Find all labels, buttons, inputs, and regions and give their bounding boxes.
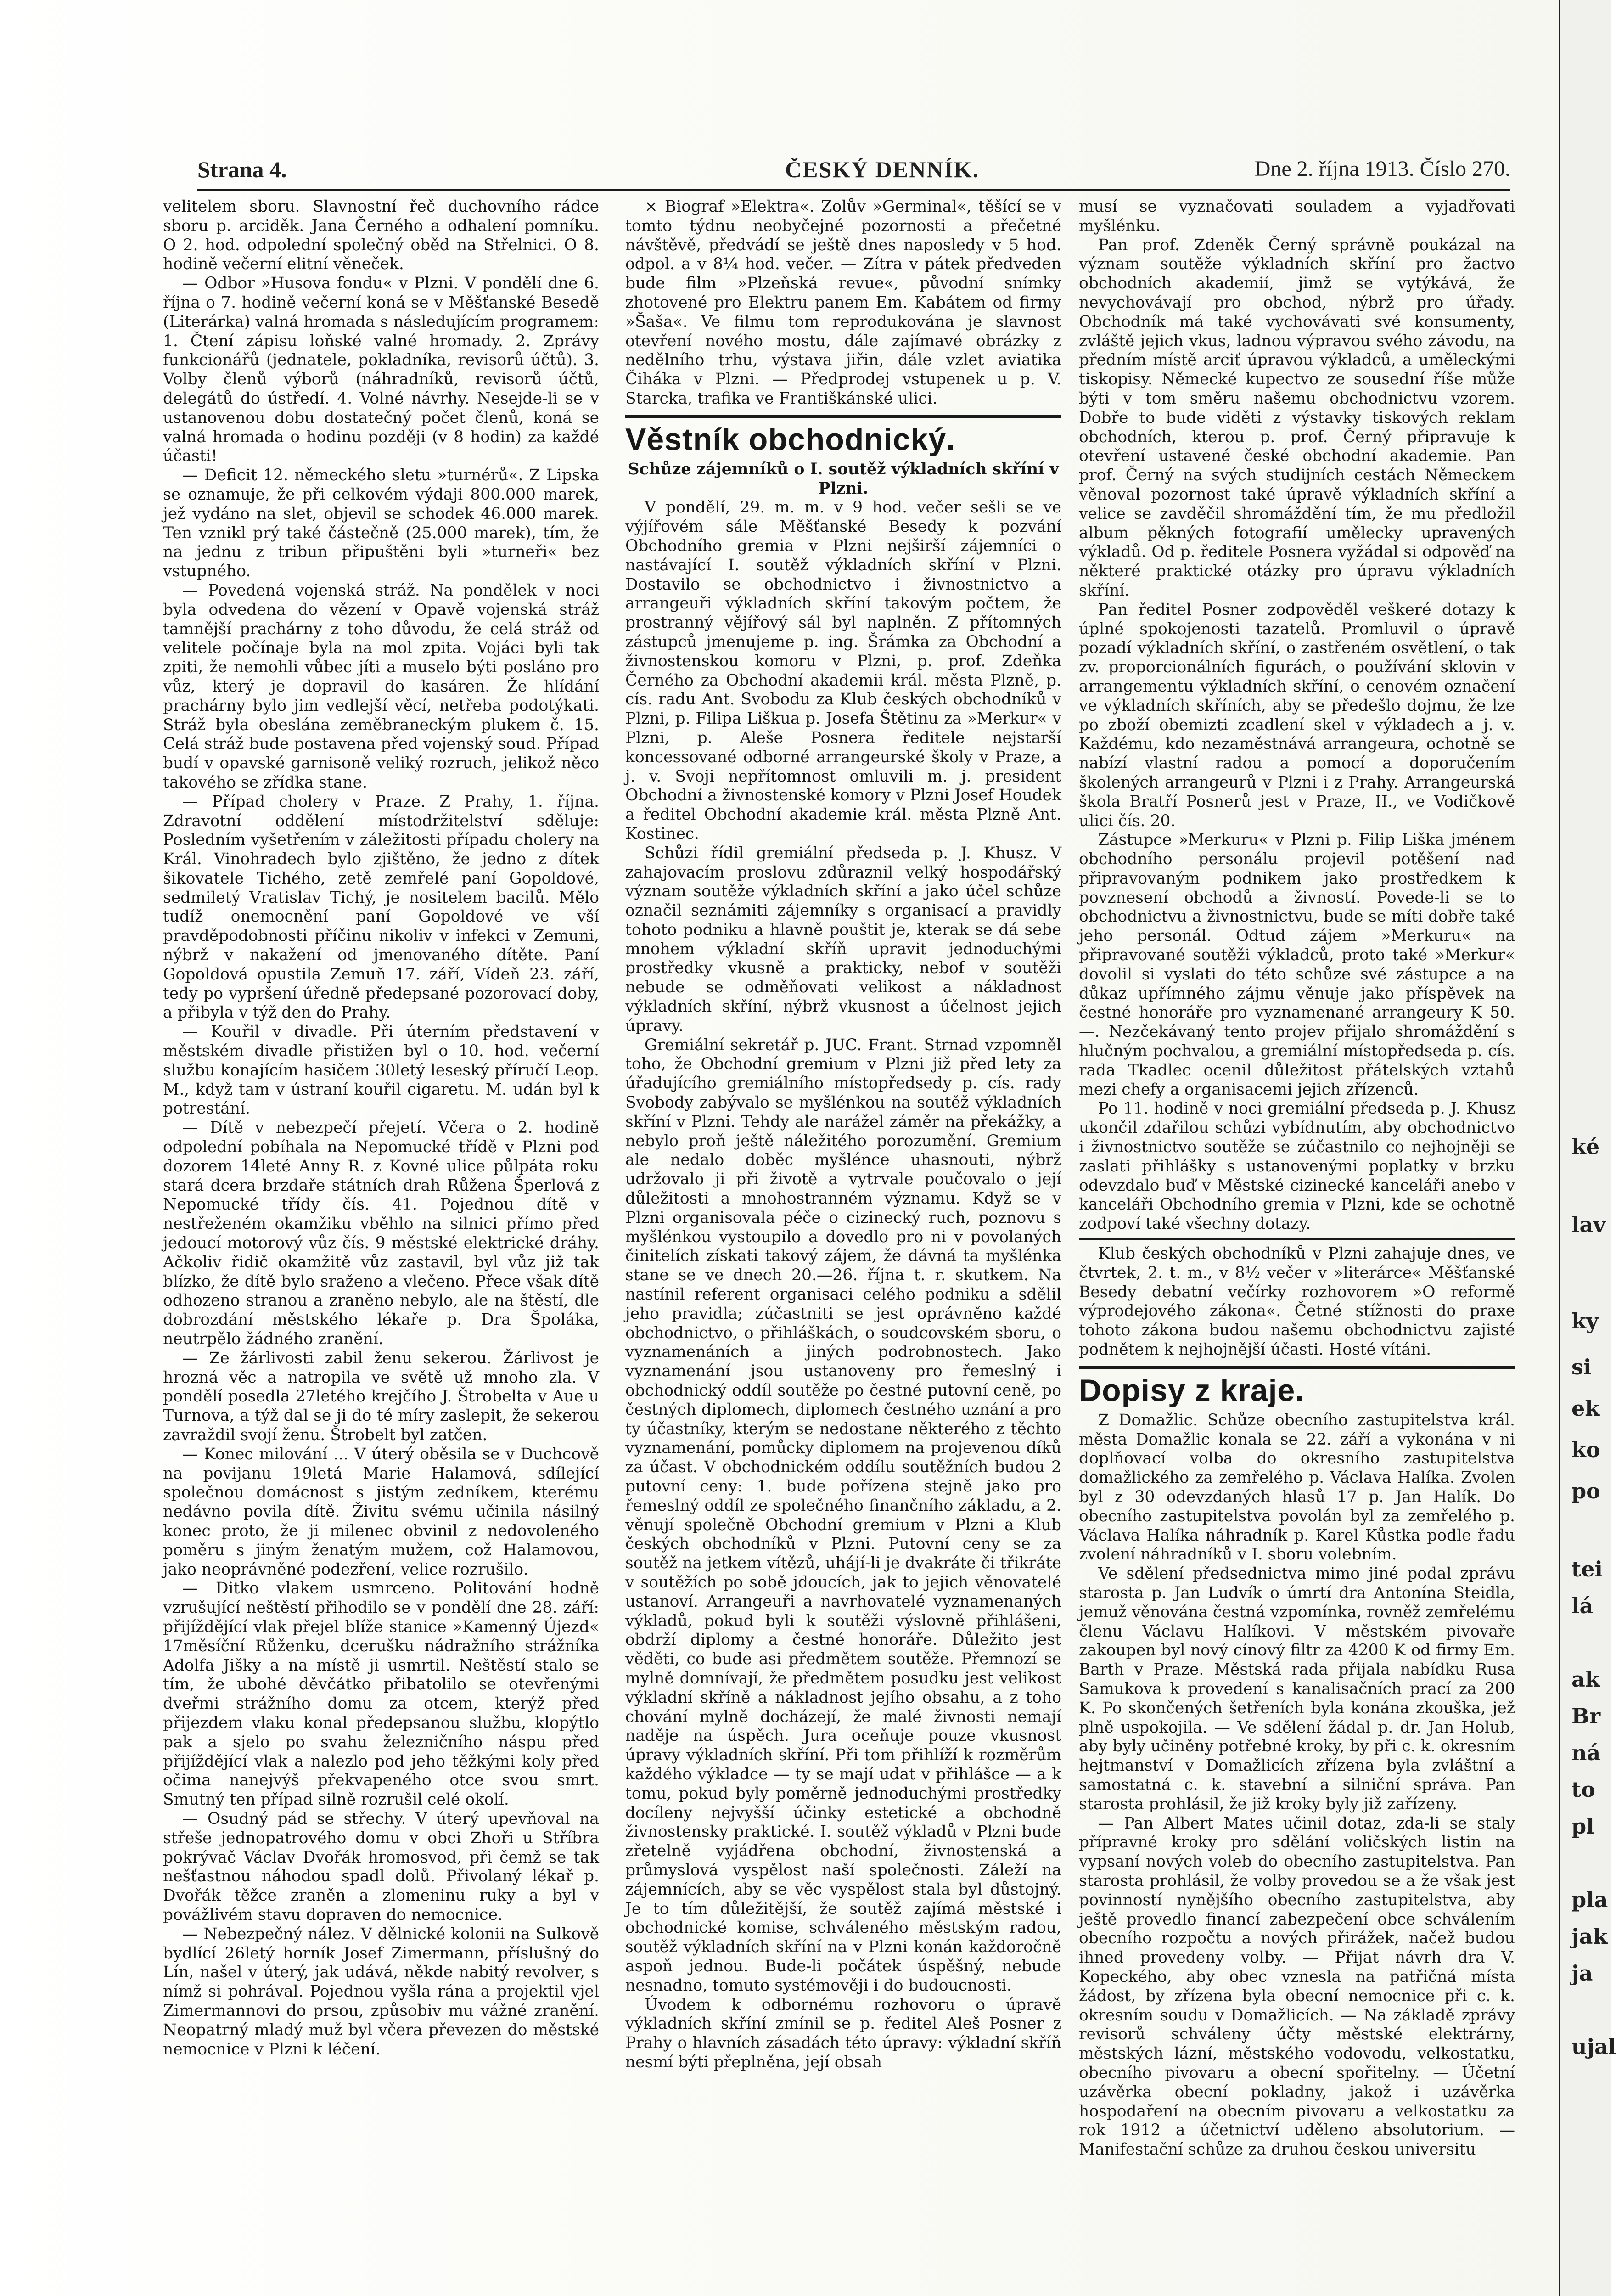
section-title-dopisy: Dopisy z kraje. <box>1079 1373 1305 1408</box>
cinema-notice: × Biograf »Elektra«. Zolův »Germinal«, těšící se v tomto týdnu neobyčejné pozornosti a přečetné návštěvě, předvádí se ještě dnes naposledy v 5 hod. odpol. a v 8¼ hod. večer. — Zítra v pátek předveden bude film »Plzeňská revue«, původní snímky zhotovené pro Elektru panem Em. Kabátem od firmy »Šaša«. Ve filmu tom reprodukována je slavnost otevření nového mostu, dále zajímavé obrázky z nedělního trhu, výstava jiřin, dále vzlet aviatika Čiháka v Plzni. — Předprodej vstupenek u p. V. Starcka, trafika ve Františkánské ulici. <box>625 197 1061 408</box>
column-1 <box>163 197 599 2282</box>
article-text: — Ditko vlakem usmrceno. Politování hodně vzrušující neštěstí přihodilo se v pondělí dne 28. září: přijíždějící vlak přejel blíže stanice »Kamenný Újezd« 17měsíční Růženku, dcerušku nádražního strážníka Adolfa Jišky a na místě ji usmrtil. Neštěstí stalo se tím, že ubohé děvčátko přibatolilo se otevřenými dveřmi strážního domu za otcem, kterýž před přijezdem vlaku konal předepsanou službu, klopýtlo pak a sjelo po svahu železničního náspu před přijíždějící vlak a nalezlo pod jeho těžkými koly před očima nanejvýš překvapeného otce svou smrt. Smutný ten případ silně rozrušil celé okolí. <box>163 1579 599 1809</box>
article-text: Z Domažlic. Schůze obecního zastupitelstva král. města Domažlic konala se 22. září a vykonána v ni doplňovací volba do okresního zastupitelstva domažlického za zemřelého p. Václava Halíka. Zvolen byl z 30 odevzdaných hlasů 17 p. Jan Halík. Do obecního zastupitelstva povolán byl za zemřelého p. Václava Halíka náhradník p. Karel Kůstka podle řadu zvolení náhradníků v I. sboru volebním. <box>1079 1411 1515 1564</box>
article-text: — Ze žárlivosti zabil ženu sekerou. Žárlivost je hrozná věc a natropila ve světě už mnoho zla. V pondělí posedla 27letého krejčího J. Štrobelta v Aue u Turnova, a týž dal se ji do té míry zaslepit, že sekerou zavraždil svojí ženu. Štrobelt byl zatčen. <box>163 1349 599 1444</box>
article-text: Gremiální sekretář p. JUC. Frant. Strnad vzpomněl toho, že Obchodní gremium v Plzni již před lety za úřadujícího gremiálního místopředsedy p. cís. rady Svobody zabývalo se myšlénkou na soutěž výkladních skříní v Plzni. Tehdy ale narážel záměr na překážky, a nebylo proň ještě náležitého porozumění. Gremium ale nedalo doběc myšlénce uhasnouti, nýbrž udržovalo ji při životě a vytrvale poučovalo o její důležitosti a mnohostranném významu. Když se v Plzni organisovala péče o cizinecký ruch, poznovu s myšlénkou vystoupilo a dovedlo pro ni v povolaných činitelích získati takový zájem, že dávná ta myšlénka stane se ve dnech 20.—26. října t. r. skutkem. Na nastínil referent organisaci celého podniku a sdělil jeho pravidla; zúčastniti se jest oprávněno každé obchodnictvo, o přihláškách, o soudcovském sboru, o vyznamenáních a jiných podrobnostech. Jako vyznamenání jsou ustanoveny pro řemeslný i obchodnický oddíl soutěže po čestné putovní ceně, po čestných diplomech, diplomech čestného uznání a pro ty účastníky, kterým se nedostane některého z těchto vyznamenání, pomůcky diplomem na projevenou díků za účast. V obchodnickém oddílu soutěžních budou 2 putovní ceny: 1. bude pořízena stejně jako pro řemeslný oddíl ze společného finančního základu, a 2. věnují společně Obchodní gremium v Plzni a Klub českých obchodníků v Plzni. Putovní ceny se za soutěž na jetkem vítězů, uhájí-li je dvakráte či třikráte v soutěžích po sobě jdoucích, jak to jejich věnovatelé ustanoví. Arrangeuři a navrhovatelé vyznamenaných výkladů, pokud byli k soutěži výslovně přihlášeni, obdrží diplomy a čestné honoráře. Důležito jest věděti, co bude asi předmětem soutěže. Přemnozí se mylně domnívají, že předmětem posudku jest velikost výkladní skříně a nákladnost jejího obsahu, a z toho chování mylně docházejí, že malé živnosti nemají naděje na úspěch. Jura oceňuje pouze vkusnost úpravy výkladních skříní. Při tom přihlíží k rozměrům každého výkladce — ty se mají udat v přihlášce — a k tomu, pokud byly poměrně jednoduchými prostředky docíleny nejvyšší účinky estetické a obchodně živnostensky praktické. I. soutěž výkladů v Plzni bude zřetelně vyjádřena obchodní, živnostenská a průmyslová vyspělost naší společnosti. Záleží na zájemnících, aby se věc vyspělost stala byl důstojný. Je to tím důležitější, že soutěž zajímá městské i obchodnické komise, schváleného městským radou, soutěž výkladních skříní na v Plzni konán každoročně aspoň jednou. Bude-li počátek úspěšný, nebude nesnadno, tomuto systémověji i do budoucnosti. <box>625 1035 1061 1995</box>
article-text: velitelem sboru. Slavnostní řeč duchovního rádce sboru p. arciděk. Jana Černého a odhalení pomníku. O 2. hod. odpolední společný oběd na Střelnici. O 8. hodině večerní elitní věneček. <box>163 197 599 274</box>
column-2 <box>625 197 1061 2282</box>
column-3 <box>1079 197 1515 2282</box>
article-text: Úvodem k odbornému rozhovoru o úpravě výkladních skříní zmínil se p. ředitel Aleš Posner z Prahy o hlavních zásadách této úpravy: výkladní skříň nesmí býti přeplněna, její obsah <box>625 1995 1061 2071</box>
edge-text: po <box>1571 1479 1600 1503</box>
edge-text: ujal <box>1571 2034 1616 2059</box>
article-text: Po 11. hodině v noci gremiální předseda p. J. Khusz ukončil zdařilou schůzi vybídnutím, aby obchodnictvo i živnostnictvo soutěže se zúčastnilo co nejhojněji se zaslati přihlášky s ustanovenými poplatky v brzku odevzdalo buď v Městské cizinecké kanceláři anebo v kanceláři Obchodního gremia v Plzni, kde se ochotně zodpoví také všechny dotazy. <box>1079 1099 1515 1233</box>
article-text: — Konec milování ... V úterý oběsila se v Duchcově na povijanu 19letá Marie Halamová, sdílející společnou domácnost s jistým zedníkem, kterému nedávno povila dítě. Živitu svému učinila násilný konec proto, že ji milenec obvinil z nedovoleného poměru s jiným ženatým mužem, což Halamovou, jako neoprávněné podezření, velice rozrušilo. <box>163 1445 599 1579</box>
club-notice: Klub českých obchodníků v Plzni zahajuje dnes, ve čtvrtek, 2. t. m., v 8½ večer v »literárce« Měšťanské Besedy debatní večírky rozhovorem »O reformě výprodejového zákona«. Četné stížnosti do praxe tohoto zákona budou našemu obchodnictvu zajisté podnětem k nejhojnější účasti. Hosté vítáni. <box>1079 1244 1515 1359</box>
article-text: — Nebezpečný nález. V dělnické kolonii na Sulkově bydlící 26letý horník Josef Zimermann, příslušný do Lín, našel v úterý, jak udává, někde nabitý revolver, s nímž si pohrával. Pojednou vyšla rána a projektil vjel Zimermannovi do prsou, způsobiv mu vážné zranění. Neopatrný mladý muž byl včera převezen do městské nemocnice v Plzni k léčení. <box>163 1925 599 2059</box>
header-rule <box>197 189 1510 191</box>
article-text: — Odbor »Husova fondu« v Plzni. V pondělí dne 6. října o 7. hodině večerní koná se v Měšťanské Besedě (Literárka) valná hromada s následujícím programem: 1. Čtení zápisu loňské valné hromady. 2. Zprávy funkcionářů (jednatele, pokladníka, revisorů účtů). 3. Volby členů výborů (náhradníků, revisorů účtů, delegátů do ústředí. 4. Volné návrhy. Nesejde-li se v ustanovenou dobu dostatečný počet členů, koná se valná hromada o hodinu později (v 8 hodin) za každé účasti! <box>163 274 599 466</box>
edge-text: lá <box>1571 1593 1594 1618</box>
edge-text: Br <box>1571 1704 1601 1728</box>
section-rule <box>1079 1366 1515 1369</box>
edge-text: jak <box>1571 1924 1608 1949</box>
edge-text: si <box>1571 1355 1592 1379</box>
article-subheading: Schůze zájemníků o I. soutěž výkladních skříní v Plzni. <box>628 460 1059 498</box>
article-text: Ve sdělení předsednictva mimo jiné podal zprávu starosta p. Jan Ludvík o úmrtí dra Antonína Steidla, jemuž věnována čestná vzpomínka, rovněž zemřelému členu Václavu Halíkovi. V městském pivovaře zakoupen byl nový cínový filtr za 4200 K od firmy Em. Barth v Praze. Městská rada přijala nabídku Rusa Samukova k provedení s kanalisačních prací za 200 K. Po skončených šetřeních byla konána zkouška, jež plně uspokojila. — Ve sdělení žádal p. dr. Jan Holub, aby byly učiněny potřebné kroky, by při c. k. okresním hejtmanství v Domažlicích zřízena byla zvláštní a samostatná c. k. stavební a silniční správa. Pan starosta prohlásil, že již kroky byly již zařízeny. <box>1079 1564 1515 1813</box>
edge-text: lav <box>1571 1212 1606 1237</box>
article-text: — Případ cholery v Praze. Z Prahy, 1. října. Zdravotní oddělení místodržitelství sděluje: Posledním vyšetřením v záležitosti případu cholery na Král. Vinohradech bylo zjištěno, že jedno z dítek šikovatele Tichého, zetě zemřelé paní Gopoldové, sedmiletý Vratislav Tichý, je nositelem bacilů. Mělo tudíž onemocnění paní Gopoldové ve vší pravděpodobnosti příčinu nikoliv v infekci v Zemuni, nýbrž v nakažení od jmenovaného dítěte. Paní Gopoldová opustila Zemuň 17. září, Vídeň 23. září, tedy po vypršení úředně předepsané pozorovací doby, a přibyla v týž den do Prahy. <box>163 792 599 1022</box>
issue-date: Dne 2. října 1913. Číslo 270. <box>1254 157 1510 181</box>
article-text: — Osudný pád se střechy. V úterý upevňoval na střeše jednopatrového domu v obci Zhoři u Stříbra pokrývač Václav Dvořák hromosvod, při čemž se tak nešťastnou náhodou spadl dolů. Přivolaný lékař p. Dvořák těžce zraněn a zlomeninu ruky a byl v povážlivém stavu dopraven do nemocnice. <box>163 1809 599 1924</box>
article-text: — Pan Albert Mates učinil dotaz, zda-li se staly přípravné kroky pro sdělání voličských listin na vypsaní nových voleb do obecního zastupitelstva. Pan starosta prohlásil, že volby provedou se a že však jest povinností nynějšího obecního zastupitelstva, aby ještě provedlo financí zabezpečení obce schválením obecního rozpočtu a nových přirážek, načež budou ihned provedeny volby. — Přijat návrh dra V. Kopeckého, aby obec vznesla na patřičná místa žádost, by zřízena byla obecní nemocnice při c. k. okresním soudu v Domažlicích. — Na základě zprávy revisorů schváleny účty městské elektrárny, městských lázní, městského vodovodu, velkostatku, obecního pivovaru a obecní spořitelny. — Účetní uzávěrka obecní pokladny, jakož i uzávěrka hospodaření na obecním pivovaru a velkostatku za rok 1912 a účetnictví uděleno absolutorium. — Manifestační schůze za druhou českou universitu <box>1079 1814 1515 2159</box>
page-number: Strana 4. <box>197 157 287 182</box>
article-text: musí se vyznačovati souladem a vyjadřovati myšlénku. <box>1079 197 1515 235</box>
edge-text: ko <box>1571 1437 1600 1462</box>
edge-text: ké <box>1571 1134 1600 1159</box>
edge-text: ky <box>1571 1309 1599 1334</box>
edge-text: ja <box>1571 1961 1593 1986</box>
article-text: — Povedená vojenská stráž. Na pondělek v noci byla odvedena do vězení v Opavě vojenská stráž tamnější prachárny z toho důvodu, že celá stráž od velitele počínaje byla na mol zpita. Vojáci byli tak zpiti, že nemohli vůbec jíti a muselo býti posláno pro vůz, který je dopravil do kasáren. Že hlídání prachárny bylo jim vedlejší věcí, netřeba podotýkati. Stráž byla obeslána zeměbraneckým plukem č. 15. Celá stráž bude postavena před vojenský soud. Případ budí v opavské garnisoně veliký rozruch, jelikož něco takového se zřídka stane. <box>163 581 599 792</box>
article-text: V pondělí, 29. m. m. v 9 hod. večer sešli se ve výjířovém sále Měšťanské Besedy k pozvání Obchodního gremia v Plzni nejširší zájemníci o nastávající I. soutěž výkladních skříní v Plzni. Dostavilo se obchodnictvo i živnostnictvo a arrangeuři výkladních skříní takovým počtem, že prostranný vějířový sál byl naplněn. Z přítomných zástupců jmenujeme p. ing. Šrámka za Obchodní a živnostenskou komoru v Plzni, p. prof. Zdeňka Černého za Obchodní akademii král. města Plzně, p. cís. radu Ant. Svobodu za Klub českých obchodníků v Plzni, p. Filipa Liškua p. Josefa Štětinu za »Merkur« v Plzni, p. Aleše Posnera ředitele nejstarší koncessované odborné arrangeurské školy v Praze, a j. v. Svoji nepřítomnost omluvili m. j. president Obchodní a živnostenské komory v Plzni Josef Houdek a ředitel Obchodní akademie král. města Plzně Ant. Kostinec. <box>625 498 1061 843</box>
edge-text: ek <box>1571 1396 1600 1421</box>
article-text: Zástupce »Merkuru« v Plzni p. Filip Liška jménem obchodního personálu projevil potěšení nad připravovaným podnikem jako prostředkem k povznesení obchodů a živností. Povede-li se to obchodnictvu a živnostnictvu, bude se míti dobře také jeho personál. Odtud zájem »Merkuru« na připravované soutěži výkladců, proto také »Merkur« dovolil si vyslati do této schůze své zástupce a na důkaz upřímného zájmu věnuje jako příspěvek na čestné honoráře pro vyznamenané arrangeury K 50.—. Nezčekávaný tento projev přijalo shromáždění s hlučným pochvalou, a gremiální místopředseda p. cís. rada Tkadlec ocenil důležitost přátelských vztahů mezi chefy a organisacemi jejich zřízenců. <box>1079 831 1515 1099</box>
page-header <box>197 156 1510 188</box>
article-text: — Deficit 12. německého sletu »turnérů«. Z Lipska se oznamuje, že při celkovém výdaji 800.000 marek, jež vydáno na slet, objevil se schodek 46.000 marek. Ten vznikl prý také částečně (25.000 marek), tím, že na jednu z tribun připuštěni byli »turneři« bez vstupného. <box>163 466 599 581</box>
edge-text: pl <box>1571 1814 1594 1839</box>
edge-text: to <box>1571 1777 1595 1802</box>
article-text: Pan ředitel Posner zodpověděl veškeré dotazy k úplné spokojenosti tazatelů. Promluvil o úpravě pozadí výkladních skříní, o zastřeném osvětlení, o tak zv. proporcionálních figurách, o používání sklovin v arrangementu výkladních skříní, o cenovém označení ve výkladních skříních, aby se předešlo dojmu, že lze po zboží obemizti zcadlení skel v výkladech a j. v. Každému, kdo nezaměstnává arrangeura, ochotně se nabízí vlastní radou a pomocí a doporučením školených arrangeurů v Plzni i z Prahy. Arrangeurská škola Bratří Posnerů jest v Praze, II., ve Vodičkově ulici čís. 20. <box>1079 600 1515 830</box>
article-text: Schůzi řídil gremiální předseda p. J. Khusz. V zahajovacím proslovu zdůraznil velký hospodářský význam soutěže výkladních skříní a jako účel schůze označil seznámiti zájemníky s organisací a pravidly tohoto podniku a hlavně pouštit je, kterak se dá sebe mnohem výkladní skříň upravit jednoduchými prostředky vkusně a prakticky, nebof v soutěži nebude se odměňovati velikost a nákladnost výkladních skříní, nýbrž vkusnost a účelnost jejich úpravy. <box>625 844 1061 1035</box>
article-text: — Kouřil v divadle. Při úterním představení v městském divadle přistižen byl o 10. hod. večerní službu konajícím hasičem 30letý leseský příručí Leop. M., když tam v ústraní kouřil cigaretu. M. udán byl k potrestání. <box>163 1023 599 1118</box>
edge-text: tei <box>1571 1557 1603 1581</box>
section-title-vestnik: Věstník obchodnický. <box>625 422 956 457</box>
edge-text: ak <box>1571 1667 1600 1692</box>
edge-text: pla <box>1571 1887 1608 1912</box>
section-rule <box>625 415 1061 418</box>
edge-text: ná <box>1571 1740 1601 1765</box>
article-text: Pan prof. Zdeněk Černý správně poukázal na význam soutěže výkladních skříní pro žactvo obchodních akademií, jimž se vytýkává, že nevychovávají pro obchod, nýbrž pro úřady. Obchodník má také vychovávati své konsumenty, zvláště jejich vkus, ladnou výpravou svého závodu, na předním místě arciť úpravou výkladců, a uměleckými tiskopisy. Německé kupectvo ze sousední říše může býti v tom směru našemu obchodnictvu vzorem. Dobře to bude viděti z výstavky tiskových reklam obchodních, kterou p. prof. Černý připravuje k otevření ustavené české obchodní akademie. Pan prof. Černý na svých studijních cestách Německem věnoval pozornost také úpravě výkladních skříní a velice se zavděčil shromáždění tím, že mu předložil album pěkných fotografií umělecky upravených výkladů. Od p. ředitele Posnera vyžádal si odpověď na některé praktické otázky pro úpravu výkladních skříní. <box>1079 236 1515 600</box>
article-text: — Dítě v nebezpečí přejetí. Včera o 2. hodině odpolední pobíhala na Nepomucké třídě v Plzni pod dozorem 14leté Anny R. z Kovné ulice půlpáta roku stará dcera brzdaře státních drah Růžena Šperlová z Nepomucké třídy čís. 41. Pojednou dítě v nestřeženém okamžiku vběhlo na silnici přímo před jedoucí motorový vůz čís. 9 městské elektrické dráhy. Ačkoliv řidič okamžitě vůz zastavil, byl vůz již tak blízko, že dítě bylo sraženo a vlečeno. Přece však dítě odhozeno stranou a zraněno nebylo, ale na štěstí, dle dobrozdání městského lékaře p. Dra Špoláka, neutrpělo žádného zranění. <box>163 1119 599 1349</box>
newspaper-title: ČESKÝ DENNÍK. <box>785 157 980 182</box>
adjacent-page-edge <box>1559 0 1616 2296</box>
divider <box>1079 1238 1515 1240</box>
